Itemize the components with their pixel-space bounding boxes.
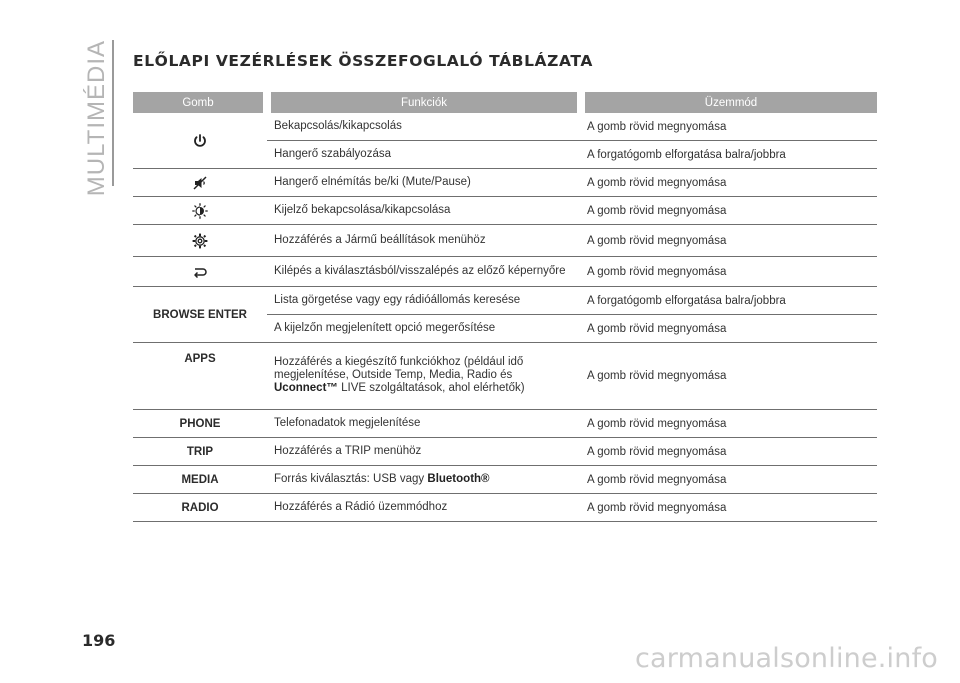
- mode-cell: A gomb rövid megnyomása: [581, 315, 877, 343]
- mute-icon: [192, 175, 208, 191]
- function-cell: Hozzáférés a TRIP menühöz: [267, 438, 581, 466]
- table-row: [133, 410, 877, 438]
- mode-cell: A gomb rövid megnyomása: [581, 494, 877, 522]
- table-row: [133, 225, 877, 257]
- back-return-icon: [192, 264, 208, 280]
- mode-cell: A gomb rövid megnyomása: [581, 197, 877, 225]
- function-text: Forrás kiválasztás: USB vagy: [274, 473, 428, 485]
- mode-cell: A gomb rövid megnyomása: [581, 257, 877, 287]
- function-cell: Lista görgetése vagy egy rádióállomás keresése: [267, 287, 581, 315]
- table-row: [133, 257, 877, 287]
- table-row: [133, 343, 877, 410]
- button-cell: TRIP: [133, 438, 267, 466]
- watermark: carmanualsonline.info: [635, 643, 938, 674]
- button-cell: PHONE: [133, 410, 267, 438]
- table-row: [133, 197, 877, 225]
- button-cell: [133, 113, 267, 169]
- brand-text: Bluetooth®: [427, 473, 490, 485]
- function-text: LIVE szolgáltatások, ahol elérhetők): [337, 382, 525, 394]
- table-row: [133, 438, 877, 466]
- table-row: [133, 169, 877, 197]
- power-icon: [192, 133, 208, 149]
- function-cell: Bekapcsolás/kikapcsolás: [267, 113, 581, 141]
- mode-cell: A gomb rövid megnyomása: [581, 169, 877, 197]
- function-cell: Hozzáférés a Jármű beállítások menühöz: [267, 225, 581, 257]
- button-cell: [133, 197, 267, 225]
- function-text: megjelenítése, Outside Temp, Media, Radio és: [274, 369, 513, 381]
- table-row: [133, 494, 877, 522]
- section-label: MULTIMÉDIA: [83, 40, 110, 197]
- mode-cell: A forgatógomb elforgatása balra/jobbra: [581, 287, 877, 315]
- display-brightness-icon: [192, 203, 208, 219]
- table-row: [133, 113, 877, 141]
- mode-cell: A gomb rövid megnyomása: [581, 225, 877, 257]
- page-number: 196: [82, 631, 116, 650]
- button-cell: [133, 225, 267, 257]
- function-cell: Telefonadatok megjelenítése: [267, 410, 581, 438]
- button-cell: RADIO: [133, 494, 267, 522]
- section-side-tab: [80, 40, 114, 197]
- mode-cell: A gomb rövid megnyomása: [581, 113, 877, 141]
- function-cell: A kijelzőn megjelenített opció megerősítése: [267, 315, 581, 343]
- page-title: ELŐLAPI VEZÉRLÉSEK ÖSSZEFOGLALÓ TÁBLÁZATA: [133, 52, 593, 70]
- brand-text: Uconnect™: [274, 382, 338, 394]
- table-header-row: [133, 92, 877, 113]
- mode-cell: A forgatógomb elforgatása balra/jobbra: [581, 141, 877, 169]
- controls-table: [133, 92, 877, 522]
- function-cell: Kijelző bekapcsolása/kikapcsolása: [267, 197, 581, 225]
- button-cell: MEDIA: [133, 466, 267, 494]
- table-row: [133, 287, 877, 315]
- mode-cell: A gomb rövid megnyomása: [581, 343, 877, 410]
- mode-cell: A gomb rövid megnyomása: [581, 410, 877, 438]
- table-row: [133, 466, 877, 494]
- function-text: Hozzáférés a kiegészítő funkciókhoz (például idő: [274, 356, 524, 368]
- header-functions: Funkciók: [267, 92, 581, 113]
- mode-cell: A gomb rövid megnyomása: [581, 466, 877, 494]
- header-mode: Üzemmód: [581, 92, 877, 113]
- mode-cell: A gomb rövid megnyomása: [581, 438, 877, 466]
- button-cell: APPS: [133, 343, 267, 410]
- button-cell: [133, 257, 267, 287]
- button-cell: BROWSE ENTER: [133, 287, 267, 343]
- function-cell: Hangerő elnémítás be/ki (Mute/Pause): [267, 169, 581, 197]
- section-divider: [112, 40, 114, 186]
- function-cell: Hozzáférés a Rádió üzemmódhoz: [267, 494, 581, 522]
- function-cell: Hangerő szabályozása: [267, 141, 581, 169]
- header-button: Gomb: [133, 92, 267, 113]
- function-cell: [267, 466, 581, 494]
- button-cell: [133, 169, 267, 197]
- vehicle-settings-gear-icon: [192, 233, 208, 249]
- function-cell: Kilépés a kiválasztásból/visszalépés az előző képernyőre: [267, 257, 581, 287]
- function-cell: [267, 343, 581, 410]
